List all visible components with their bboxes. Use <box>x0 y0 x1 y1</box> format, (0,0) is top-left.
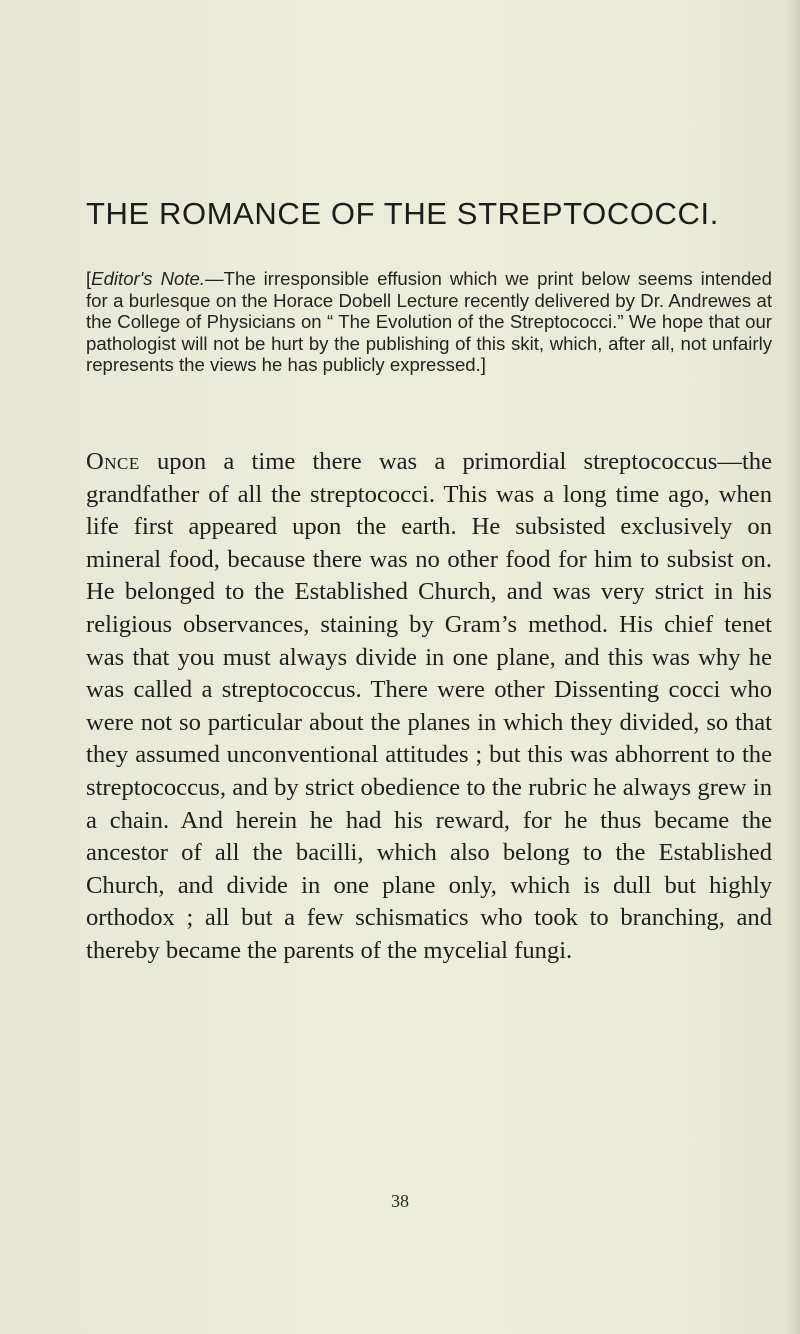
editor-note-label: Editor's Note. <box>91 268 206 289</box>
editor-note <box>86 268 772 376</box>
body-paragraph-text: upon a time there was a primordial streptococcus—the grandfather of all the streptococci. This was a long time ago, when life first appeared upon the earth. He subsisted exclusively on mineral food, because there was no other food for him to subsist on. He belonged to the Established Church, and was very strict in his religious observances, staining by Gram’s method. His chief tenet was that you must always divide in one plane, and this was why he was called a streptococcus. There were other Dissenting cocci who were not so particular about the planes in which they divided, so that they assumed unconventional attitudes ; but this was abhorrent to the streptococcus, and by strict obedience to the rubric he always grew in a chain. And herein he had his reward, for he thus became the ancestor of all the bacilli, which also belong to the Established Church, and divide in one plane only, which is dull but highly orthodox ; all but a few schismatics who took to branching, and thereby became the parents of the mycelial fungi. <box>86 448 772 964</box>
article-title: THE ROMANCE OF THE STREPTOCOCCI. <box>86 196 719 231</box>
editor-note-text: —The irresponsible effusion which we print below seems intended for a burlesque on the Horace Dobell Lecture recently delivered by Dr. Andrewes at the College of Physicians on “ The Evolution of the Streptococci.” We hope that our pathologist will not be hurt by the publishing of this skit, which, after all, not unfairly represents the views he has publicly expressed.] <box>86 268 772 376</box>
lead-word: Once <box>86 448 140 475</box>
page-number: 38 <box>391 1191 409 1211</box>
page-edge-shadow <box>786 0 800 1334</box>
note-open-bracket: [ <box>86 268 92 289</box>
article-body <box>86 446 772 968</box>
